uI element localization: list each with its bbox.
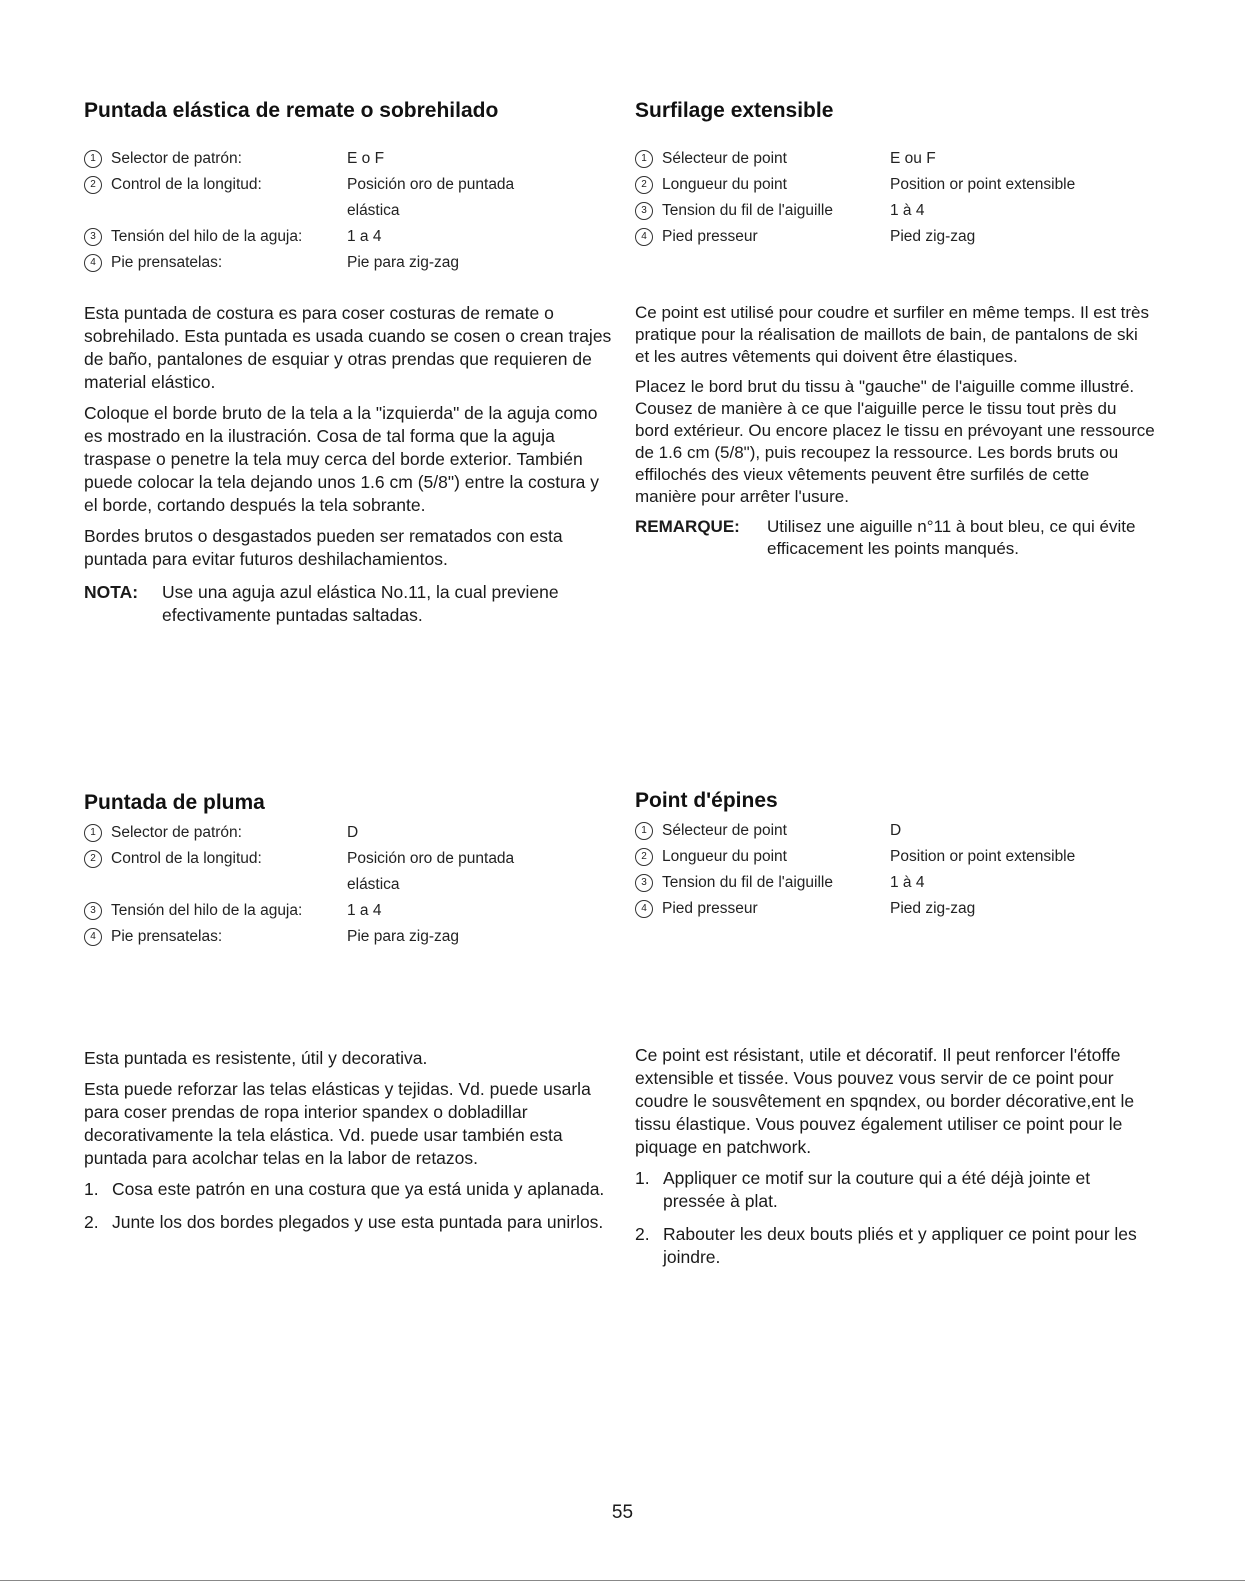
setting-row [635,870,1155,896]
section-fr-overlock [635,98,1155,560]
setting-label: Sélecteur de point [662,822,787,839]
circled-number-icon: 3 [635,202,653,220]
circled-number-icon: 1 [84,150,102,168]
setting-row [84,250,614,276]
setting-label: Tensión del hilo de la aguja: [111,228,303,245]
circled-number-icon: 3 [84,902,102,920]
setting-label: Selector de patrón: [111,824,242,841]
setting-row [84,924,614,950]
section-title: Puntada de pluma [84,791,265,814]
circled-number-icon: 4 [84,928,102,946]
note [635,516,1155,560]
section-title: Point d'épines [635,789,778,812]
setting-value: Posición oro de puntada elástica [347,176,515,219]
list-item [84,1178,614,1201]
setting-row [635,818,1155,844]
settings-list [84,820,614,950]
setting-label: Pied presseur [662,900,758,917]
setting-value: D [890,822,902,839]
note [84,581,614,627]
section-fr-feather-body [635,1044,1155,1279]
setting-value: E ou F [890,150,936,167]
setting-row [635,844,1155,870]
steps-list [84,1178,614,1234]
setting-value: D [347,824,359,841]
setting-value: 1 à 4 [890,874,925,891]
setting-label: Pie prensatelas: [111,254,223,271]
circled-number-icon: 4 [635,228,653,246]
paragraph: Placez le bord brut du tissu à "gauche" de l'aiguille comme illustré. Cousez de manière à ce que l'aiguille perce le tissu tout près du bord extérieur. Ou encore placez le tissu en prévoyant une ressource de 1.6 cm (5/8"), puis recoupez la ressource. Les bords bruts ou effilochés des vieux vêtements peuvent être surfilés de cette manière pour arrêter l'usure. [635,377,1155,506]
paragraph: Ce point est utilisé pour coudre et surfiler en même temps. Il est très pratique pour la réalisation de maillots de bain, de pantalons de ski et les autres vêtements qui doivent être élastiques. [635,303,1150,366]
setting-row [84,820,614,846]
list-item [635,1223,1155,1269]
circled-number-icon: 1 [84,824,102,842]
setting-label: Tension du fil de l'aiguille [662,874,833,891]
paragraph: Ce point est résistant, utile et décoratif. Il peut renforcer l'étoffe extensible et tissée. Vous pouvez vous servir de ce point pour coudre le sousvêtement en spqndex, ou border décorative,ent le tissu élastique. Vous pouvez également utiliser ce point pour le piquage en patchwork. [635,1045,1135,1157]
list-item [84,1211,614,1234]
paragraph: Bordes brutos o desgastados pueden ser rematados con esta puntada para evitar futuros deshilachamientos. [84,526,563,569]
setting-label: Pie prensatelas: [111,928,223,945]
section-es-feather [84,790,614,950]
list-item [635,1167,1155,1213]
circled-number-icon: 3 [84,228,102,246]
setting-value: Pie para zig-zag [347,928,460,945]
divider [0,1580,1245,1581]
settings-list [84,146,614,276]
setting-value: Position or point extensible [890,176,1076,193]
setting-value: 1 a 4 [347,228,382,245]
circled-number-icon: 2 [84,850,102,868]
circled-number-icon: 3 [635,874,653,892]
paragraph: Esta puntada es resistente, útil y decorativa. [84,1048,428,1068]
setting-row [84,846,614,898]
setting-value: Pied zig-zag [890,900,976,917]
step-text: Rabouter les deux bouts pliés et y appliquer ce point pour les joindre. [663,1224,1137,1267]
step-number: 1. [635,1168,650,1188]
setting-value: Posición oro de puntada elástica [347,850,515,893]
setting-label: Control de la longitud: [111,176,262,193]
step-text: Appliquer ce motif sur la couture qui a été déjà jointe et pressée à plat. [663,1168,1091,1211]
body-text [84,302,614,571]
setting-row [84,146,614,172]
note-text: Utilisez une aiguille n°11 à bout bleu, ce qui évite efficacement les points manqués. [767,517,1136,558]
section-fr-feather [635,788,1155,922]
setting-label: Pied presseur [662,228,758,245]
setting-value: Pied zig-zag [890,228,976,245]
step-number: 2. [635,1224,650,1244]
step-text: Cosa este patrón en una costura que ya está unida y aplanada. [112,1179,605,1199]
setting-row [84,898,614,924]
circled-number-icon: 2 [635,176,653,194]
paragraph: Esta puede reforzar las telas elásticas y tejidas. Vd. puede usarla para coser prendas de ropa interior spandex o dobladillar decorativamente la tela elástica. Vd. puede usar también esta puntada para acolchar telas en la labor de retazos. [84,1079,591,1168]
setting-value: Pie para zig-zag [347,254,460,271]
body-text [84,1047,614,1170]
setting-label: Control de la longitud: [111,850,262,867]
setting-value: 1 à 4 [890,202,925,219]
circled-number-icon: 1 [635,150,653,168]
section-es-overlock [84,98,614,627]
setting-row [84,172,614,224]
note-label: NOTA: [84,582,139,602]
setting-row [635,896,1155,922]
body-text [635,302,1155,508]
setting-label: Tensión del hilo de la aguja: [111,902,303,919]
setting-value: 1 a 4 [347,902,382,919]
setting-row [84,224,614,250]
setting-row [635,198,1155,224]
setting-value: E o F [347,150,385,167]
body-text [635,1044,1155,1159]
setting-value: Position or point extensible [890,848,1076,865]
setting-label: Longueur du point [662,848,787,865]
settings-list [635,818,1155,922]
step-number: 2. [84,1212,99,1232]
section-title: Surfilage extensible [635,99,834,122]
circled-number-icon: 1 [635,822,653,840]
page-number: 55 [611,1502,634,1523]
circled-number-icon: 2 [84,176,102,194]
paragraph: Coloque el borde bruto de la tela a la "izquierda" de la aguja como es mostrado en la ilustración. Cosa de tal forma que la aguja traspase o penetre la tela muy cerca del borde exterior. También puede colocar la tela dejando unos 1.6 cm (5/8") entre la costura y el borde, cortando después la tela sobrante. [84,403,599,515]
note-text: Use una aguja azul elástica No.11, la cual previene efectivamente puntadas saltadas. [162,582,559,625]
section-es-feather-body [84,1047,614,1244]
circled-number-icon: 4 [84,254,102,272]
setting-row [635,146,1155,172]
paragraph: Esta puntada de costura es para coser costuras de remate o sobrehilado. Esta puntada es usada cuando se cosen o crean trajes de baño, pantalones de esquiar y otras prendas que requieren de material elástico. [84,303,612,392]
steps-list [635,1167,1155,1269]
section-title: Puntada elástica de remate o sobrehilado [84,99,499,122]
setting-label: Longueur du point [662,176,787,193]
setting-label: Tension du fil de l'aiguille [662,202,833,219]
setting-row [635,172,1155,198]
setting-label: Selector de patrón: [111,150,242,167]
circled-number-icon: 2 [635,848,653,866]
step-text: Junte los dos bordes plegados y use esta puntada para unirlos. [112,1212,604,1232]
note-label: REMARQUE: [635,517,740,536]
setting-row [635,224,1155,250]
settings-list [635,146,1155,250]
setting-label: Sélecteur de point [662,150,787,167]
step-number: 1. [84,1179,99,1199]
circled-number-icon: 4 [635,900,653,918]
